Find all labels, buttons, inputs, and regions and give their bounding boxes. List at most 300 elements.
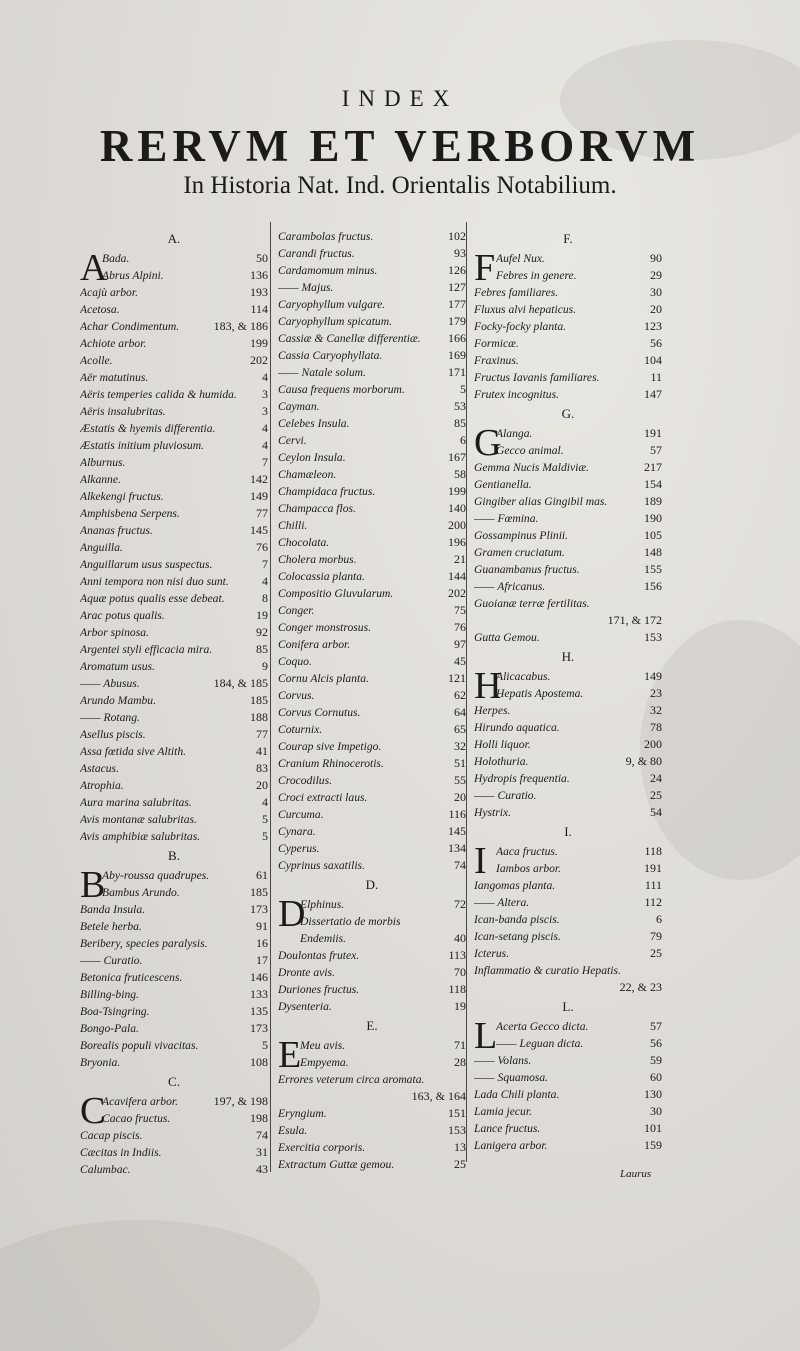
- page-reference: 197, & 198: [213, 1094, 268, 1108]
- index-entry: [278, 1071, 466, 1105]
- page-reference: 6: [656, 912, 662, 926]
- entry-term: Colocassia planta.: [278, 570, 365, 583]
- page-reference: 64: [454, 705, 466, 719]
- page-reference: 85: [256, 642, 268, 656]
- entry-term: Calumbac.: [80, 1163, 131, 1176]
- page-reference: 11: [650, 370, 662, 384]
- index-entry: [474, 301, 662, 318]
- page-reference: 75: [454, 603, 466, 617]
- page-reference: 7: [262, 455, 268, 469]
- entry-term: Icterus.: [474, 947, 510, 960]
- index-entry: [278, 913, 466, 947]
- entry-term: Aby-roussa quadrupes.: [102, 869, 210, 882]
- entry-term: Formicæ.: [474, 337, 519, 350]
- index-entry: [80, 437, 268, 454]
- drop-capital: A: [80, 247, 108, 289]
- page-reference: 108: [250, 1055, 268, 1069]
- entry-term: Croci extracti laus.: [278, 791, 368, 804]
- entry-term: Gramen cruciatum.: [474, 546, 565, 559]
- index-entry: [474, 911, 662, 928]
- page-reference: 97: [454, 637, 466, 651]
- entry-term: Febres in genere.: [496, 269, 577, 282]
- drop-capital: F: [474, 247, 496, 289]
- page-reference: 200: [448, 518, 466, 532]
- entry-term: Exercitia corporis.: [278, 1141, 366, 1154]
- entry-term: Aromatum usus.: [80, 660, 155, 673]
- index-entry: [278, 398, 466, 415]
- entry-term: Celebes Insula.: [278, 417, 350, 430]
- entry-term: Astacus.: [80, 762, 119, 775]
- column-rule: [270, 222, 271, 1172]
- page-reference: 74: [256, 1128, 268, 1142]
- entry-term: Aëris insalubritas.: [80, 405, 166, 418]
- index-entry: [474, 267, 662, 284]
- index-entry: [278, 840, 466, 857]
- index-entry: [80, 986, 268, 1003]
- index-entry: [80, 301, 268, 318]
- entry-term: Asellus piscis.: [80, 728, 146, 741]
- page-reference: 43: [256, 1162, 268, 1176]
- entry-term: Hirundo aquatica.: [474, 721, 560, 734]
- page-reference: 133: [250, 987, 268, 1001]
- index-entry: [80, 590, 268, 607]
- entry-term: Ican-setang piscis.: [474, 930, 561, 943]
- index-entry: [474, 629, 662, 646]
- index-entry: [474, 578, 662, 595]
- page-reference: 45: [454, 654, 466, 668]
- page-reference: 169: [448, 348, 466, 362]
- entry-term: Gutta Gemou.: [474, 631, 540, 644]
- section-letter: B.: [168, 848, 180, 863]
- entry-term: Billing-bing.: [80, 988, 139, 1001]
- page-reference: 57: [650, 1019, 662, 1033]
- index-entry: [474, 928, 662, 945]
- entry-term: Caryophyllum spicatum.: [278, 315, 392, 328]
- entry-term: Aufel Nux.: [496, 252, 545, 265]
- entry-term: Iangomas planta.: [474, 879, 556, 892]
- entry-term: Cayman.: [278, 400, 320, 413]
- index-entry: [474, 1120, 662, 1137]
- index-entry: [278, 1105, 466, 1122]
- entry-term: Hepatis Apostema.: [496, 687, 584, 700]
- page-reference: 19: [256, 608, 268, 622]
- page-reference: 21: [454, 552, 466, 566]
- page-reference: 3: [262, 404, 268, 418]
- page-reference: 200: [644, 737, 662, 751]
- entry-term: Cassia Caryophyllata.: [278, 349, 383, 362]
- index-entry: [278, 279, 466, 296]
- entry-term: Borealis populi vivacitas.: [80, 1039, 199, 1052]
- page-reference: 155: [644, 562, 662, 576]
- index-entry: [278, 789, 466, 806]
- page-reference: 72: [454, 897, 466, 911]
- index-entry: [80, 918, 268, 935]
- catchword: Laurus: [620, 1168, 652, 1180]
- index-entry: [278, 1122, 466, 1139]
- entry-term: Cæcitas in Indiis.: [80, 1146, 162, 1159]
- entry-term: Doulontas frutex.: [278, 949, 360, 962]
- page-reference: 40: [454, 931, 466, 945]
- entry-term: Æstatis & hyemis differentia.: [80, 422, 216, 435]
- page-reference: 185: [250, 693, 268, 707]
- page-reference: 188: [250, 710, 268, 724]
- entry-term: Gecco animal.: [496, 444, 564, 457]
- index-entry: [474, 877, 662, 894]
- page-reference: 166: [448, 331, 466, 345]
- page-reference: 112: [644, 895, 662, 909]
- page-reference: 77: [256, 727, 268, 741]
- page-reference: 13: [454, 1140, 466, 1154]
- entry-term: Cornu Alcis planta.: [278, 672, 369, 685]
- page-reference: 135: [250, 1004, 268, 1018]
- index-entry: [474, 493, 662, 510]
- page-reference: 9: [262, 659, 268, 673]
- page-reference: 74: [454, 858, 466, 872]
- page-reference: 60: [650, 1070, 662, 1084]
- page-reference: 167: [448, 450, 466, 464]
- page-reference: 83: [256, 761, 268, 775]
- index-entry: [80, 454, 268, 471]
- entry-term: Beribery, species paralysis.: [80, 937, 208, 950]
- index-entry: [278, 313, 466, 330]
- drop-capital: I: [474, 840, 487, 882]
- page-reference: 28: [454, 1055, 466, 1069]
- entry-term: Champidaca fructus.: [278, 485, 376, 498]
- page-reference: 32: [650, 703, 662, 717]
- entry-term: Gossampinus Plinii.: [474, 529, 569, 542]
- page-reference: 7: [262, 557, 268, 571]
- page-reference: 149: [250, 489, 268, 503]
- entry-term: Champacca flos.: [278, 502, 356, 515]
- entry-term: Curcuma.: [278, 808, 324, 821]
- entry-term: Cholera morbus.: [278, 553, 357, 566]
- entry-term: Guoianæ terræ fertilitas.: [474, 597, 590, 610]
- page-reference: 29: [650, 268, 662, 282]
- page-reference: 91: [256, 919, 268, 933]
- index-entry: [278, 449, 466, 466]
- entry-term: Alburnus.: [80, 456, 126, 469]
- entry-term: Cardamomum minus.: [278, 264, 378, 277]
- index-entry: [474, 386, 662, 403]
- index-entry: [80, 505, 268, 522]
- index-entry: [278, 1139, 466, 1156]
- page-reference: 50: [256, 251, 268, 265]
- page-reference: 153: [644, 630, 662, 644]
- page-reference: 171, & 172: [607, 613, 662, 627]
- entry-term: Empyema.: [300, 1056, 349, 1069]
- index-entry: [278, 1054, 466, 1071]
- entry-term: Gingiber alias Gingibil mas.: [474, 495, 608, 508]
- entry-term: Frutex incognitus.: [474, 388, 560, 401]
- index-entry: [80, 743, 268, 760]
- page-reference: 191: [644, 426, 662, 440]
- entry-term: —— Natale solum.: [278, 366, 366, 379]
- page-reference: 76: [256, 540, 268, 554]
- entry-term: Coquo.: [278, 655, 312, 668]
- drop-capital: L: [474, 1015, 498, 1057]
- index-entry: [278, 687, 466, 704]
- index-entry: [80, 1020, 268, 1037]
- index-entry: [278, 585, 466, 602]
- entry-term: —— Squamosa.: [474, 1071, 549, 1084]
- page-reference: 5: [262, 829, 268, 843]
- index-entry: [278, 964, 466, 981]
- index-entry: [278, 721, 466, 738]
- entry-term: Dissertatio de morbis Endemiis.: [300, 915, 401, 945]
- entry-term: Acavifera arbor.: [102, 1095, 178, 1108]
- page-reference: 16: [256, 936, 268, 950]
- index-entry: [278, 364, 466, 381]
- index-entry: [474, 804, 662, 821]
- drop-capital: C: [80, 1090, 106, 1132]
- entry-term: Elphinus.: [300, 898, 345, 911]
- entry-term: Alicacabus.: [496, 670, 551, 683]
- page-reference: 193: [250, 285, 268, 299]
- index-column-1: [80, 228, 268, 1178]
- index-entry: [474, 1052, 662, 1069]
- index-entry: [80, 386, 268, 403]
- entry-term: Arundo Mambu.: [80, 694, 156, 707]
- entry-term: Coturnix.: [278, 723, 323, 736]
- index-entry: [474, 561, 662, 578]
- page-reference: 171: [448, 365, 466, 379]
- entry-term: —— Africanus.: [474, 580, 546, 593]
- index-entry: [80, 658, 268, 675]
- entry-term: Holothuria.: [474, 755, 529, 768]
- entry-term: Chilli.: [278, 519, 308, 532]
- entry-term: Ican-banda piscis.: [474, 913, 560, 926]
- index-entry: [278, 568, 466, 585]
- page-reference: 4: [262, 795, 268, 809]
- page-reference: 146: [250, 970, 268, 984]
- page-reference: 58: [454, 467, 466, 481]
- entry-term: Boa-Tsingring.: [80, 1005, 150, 1018]
- entry-term: Guanambanus fructus.: [474, 563, 580, 576]
- entry-term: Carambolas fructus.: [278, 230, 374, 243]
- entry-term: Cacap piscis.: [80, 1129, 143, 1142]
- entry-term: Bryonia.: [80, 1056, 121, 1069]
- page-reference: 3: [262, 387, 268, 401]
- index-entry: [80, 488, 268, 505]
- index-entry: [474, 1137, 662, 1154]
- index-entry: [474, 860, 662, 877]
- page-reference: 105: [644, 528, 662, 542]
- index-entry: [80, 1144, 268, 1161]
- entry-term: Arac potus qualis.: [80, 609, 165, 622]
- page-reference: 148: [644, 545, 662, 559]
- page-reference: 199: [250, 336, 268, 350]
- index-entry: [80, 935, 268, 952]
- page-reference: 202: [250, 353, 268, 367]
- entry-term: Courap sive Impetigo.: [278, 740, 382, 753]
- entry-term: Herpes.: [474, 704, 511, 717]
- drop-capital: H: [474, 665, 502, 707]
- page-reference: 5: [262, 1038, 268, 1052]
- index-entry: [474, 459, 662, 476]
- entry-term: —— Fœmina.: [474, 512, 539, 525]
- page-reference: 145: [250, 523, 268, 537]
- index-entry: [474, 736, 662, 753]
- entry-term: Conifera arbor.: [278, 638, 351, 651]
- entry-term: Betonica fruticescens.: [80, 971, 183, 984]
- page-reference: 78: [650, 720, 662, 734]
- entry-term: Assa fœtida sive Altith.: [80, 745, 187, 758]
- index-entry: [80, 901, 268, 918]
- entry-term: Dronte avis.: [278, 966, 335, 979]
- entry-term: Alkanne.: [80, 473, 121, 486]
- index-entry: [80, 369, 268, 386]
- page-reference: 114: [250, 302, 268, 316]
- index-entry: [474, 527, 662, 544]
- index-entry: [278, 998, 466, 1015]
- index-entry: [474, 894, 662, 911]
- index-entry: [474, 685, 662, 702]
- entry-term: —— Altera.: [474, 896, 530, 909]
- index-entry: [278, 245, 466, 262]
- entry-term: Eryngium.: [278, 1107, 327, 1120]
- index-entry: [278, 500, 466, 517]
- index-entry: [278, 483, 466, 500]
- page-reference: 54: [650, 805, 662, 819]
- page-reference: 185: [250, 885, 268, 899]
- page-reference: 62: [454, 688, 466, 702]
- page-reference: 23: [650, 686, 662, 700]
- entry-term: Anguilla.: [80, 541, 123, 554]
- entry-term: Hystrix.: [474, 806, 512, 819]
- index-entry: [80, 471, 268, 488]
- entry-term: Achiote arbor.: [80, 337, 147, 350]
- index-entry: [80, 828, 268, 845]
- page-reference: 190: [644, 511, 662, 525]
- page-reference: 61: [256, 868, 268, 882]
- page-reference: 101: [644, 1121, 662, 1135]
- index-entry: [278, 466, 466, 483]
- entry-term: Causa frequens morborum.: [278, 383, 405, 396]
- index-entry: [474, 318, 662, 335]
- index-entry: [80, 952, 268, 969]
- page-reference: 196: [448, 535, 466, 549]
- index-heading: INDEX: [341, 86, 459, 111]
- section-letter: F.: [563, 231, 573, 246]
- entry-term: Lance fructus.: [474, 1122, 541, 1135]
- entry-term: Æstatis initium pluviosum.: [80, 439, 204, 452]
- page-reference: 198: [250, 1111, 268, 1125]
- page-reference: 191: [644, 861, 662, 875]
- index-entry: [278, 347, 466, 364]
- index-entry: [80, 760, 268, 777]
- index-entry: [278, 704, 466, 721]
- page-reference: 123: [644, 319, 662, 333]
- section-letter: A.: [167, 231, 181, 246]
- page-reference: 126: [448, 263, 466, 277]
- index-entry: [278, 755, 466, 772]
- entry-term: Compositio Gluvularum.: [278, 587, 394, 600]
- index-entry: [80, 352, 268, 369]
- entry-term: Holli liquor.: [474, 738, 531, 751]
- entry-term: Bada.: [102, 252, 130, 265]
- index-entry: [80, 692, 268, 709]
- page-reference: 118: [644, 844, 662, 858]
- page-reference: 179: [448, 314, 466, 328]
- entry-term: Carandi fructus.: [278, 247, 355, 260]
- page-reference: 153: [448, 1123, 466, 1137]
- entry-term: Aura marina salubritas.: [80, 796, 192, 809]
- page-reference: 19: [454, 999, 466, 1013]
- page-reference: 183, & 186: [213, 319, 268, 333]
- index-entry: [278, 1156, 466, 1173]
- index-entry: [278, 670, 466, 687]
- page-reference: 79: [650, 929, 662, 943]
- page-reference: 20: [650, 302, 662, 316]
- entry-term: Ceylon Insula.: [278, 451, 346, 464]
- index-entry: [278, 981, 466, 998]
- page-reference: 136: [250, 268, 268, 282]
- index-entry: [80, 1161, 268, 1178]
- page-reference: 118: [448, 982, 466, 996]
- page-reference: 57: [650, 443, 662, 457]
- entry-term: Fructus Iavanis familiares.: [474, 371, 600, 384]
- index-entry: [80, 284, 268, 301]
- entry-term: Corvus Cornutus.: [278, 706, 361, 719]
- index-entry: [80, 420, 268, 437]
- water-stain: [0, 1220, 320, 1351]
- page-reference: 59: [650, 1053, 662, 1067]
- index-entry: [80, 403, 268, 420]
- index-entry: [474, 369, 662, 386]
- page-reference: 116: [448, 807, 466, 821]
- index-entry: [278, 432, 466, 449]
- page-reference: 53: [454, 399, 466, 413]
- index-entry: [474, 476, 662, 493]
- page-reference: 4: [262, 370, 268, 384]
- page-reference: 8: [262, 591, 268, 605]
- entry-term: Arbor spinosa.: [80, 626, 149, 639]
- index-entry: [474, 753, 662, 770]
- entry-term: Fraxinus.: [474, 354, 519, 367]
- entry-term: Acolle.: [80, 354, 113, 367]
- index-entry: [278, 381, 466, 398]
- entry-term: Bambus Arundo.: [102, 886, 180, 899]
- index-entry: [474, 787, 662, 804]
- index-entry: [80, 573, 268, 590]
- page-reference: 30: [650, 285, 662, 299]
- page-reference: 25: [650, 788, 662, 802]
- page-reference: 41: [256, 744, 268, 758]
- page-reference: 77: [256, 506, 268, 520]
- entry-term: Febres familiares.: [474, 286, 559, 299]
- entry-term: Anni tempora non nisi duo sunt.: [80, 575, 229, 588]
- page-reference: 92: [256, 625, 268, 639]
- entry-term: Aër matutinus.: [80, 371, 149, 384]
- index-entry: [474, 335, 662, 352]
- entry-term: —— Curatio.: [80, 954, 143, 967]
- index-entry: [278, 772, 466, 789]
- index-entry: [474, 945, 662, 962]
- index-entry: [474, 1069, 662, 1086]
- index-entry: [80, 777, 268, 794]
- index-entry: [474, 702, 662, 719]
- page-reference: 134: [448, 841, 466, 855]
- page-reference: 5: [460, 382, 466, 396]
- page-reference: 156: [644, 579, 662, 593]
- index-entry: [474, 1035, 662, 1052]
- entry-term: Chocolata.: [278, 536, 330, 549]
- entry-term: Betele herba.: [80, 920, 142, 933]
- entry-term: Ananas fructus.: [80, 524, 153, 537]
- index-entry: [80, 318, 268, 335]
- page-reference: 121: [448, 671, 466, 685]
- page-reference: 51: [454, 756, 466, 770]
